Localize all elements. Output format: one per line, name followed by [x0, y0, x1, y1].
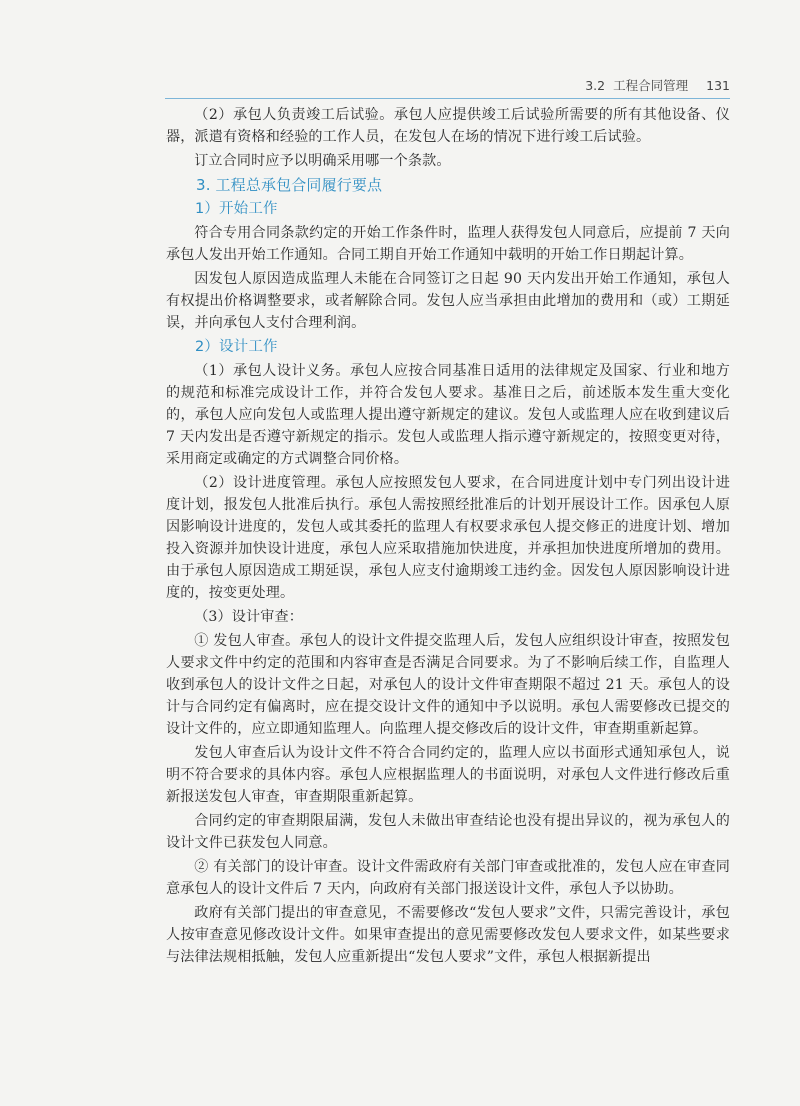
paragraph-clause-choice: 订立合同时应予以明确采用哪一个条款。 — [194, 153, 451, 169]
section-title: 工程合同管理 — [613, 78, 689, 93]
heading-start-work: 1）开始工作 — [195, 201, 278, 217]
heading-contract-performance: 3. 工程总承包合同履行要点 — [196, 176, 383, 194]
paragraph-review-deadline: 合同约定的审查期限届满，发包人未做出审查结论也没有提出异议的，视为承包人的设计文件已获发包人同意。 — [166, 813, 730, 851]
paragraph-government-review: ② 有关部门的设计审查。设计文件需政府有关部门审查或批准的，发包人应在审查同意承包人的设计文件后 7 天内，向政府有关部门报送设计文件，承包人予以协助。 — [166, 859, 730, 897]
paragraph-start-notice: 符合专用合同条款约定的开始工作条件时，监理人获得发包人同意后，应提前 7 天向承包人发出开始工作通知。合同工期自开始工作通知中载明的开始工作日期起计算。 — [166, 225, 730, 263]
paragraph-government-opinion: 政府有关部门提出的审查意见，不需要修改“发包人要求”文件，只需完善设计，承包人按审查意见修改设计文件。如果审查提出的意见需要修改发包人要求文件，如某些要求与法律法规相抵触，发包人应重新提出“发包人要求”文件，承包人根据新提出 — [166, 905, 730, 965]
paragraph-post-completion-test: （2）承包人负责竣工后试验。承包人应提供竣工后试验所需要的所有其他设备、仪器，派遣有资格和经验的工作人员，在发包人在场的情况下进行竣工后试验。 — [166, 107, 730, 145]
running-header — [165, 76, 730, 99]
paragraph-start-delay: 因发包人原因造成监理人未能在合同签订之日起 90 天内发出开始工作通知，承包人有权提出价格调整要求，或者解除合同。发包人应当承担由此增加的费用和（或）工期延误，并向承包人支付合理利润。 — [166, 271, 730, 331]
paragraph-owner-review: ① 发包人审查。承包人的设计文件提交监理人后，发包人应组织设计审查，按照发包人要求文件中约定的范围和内容审查是否满足合同要求。为了不影响后续工作，自监理人收到承包人的设计文件之日起，对承包人的设计文件审查期限不超过 21 天。承包人的设计与合同约定有偏离时，应在提交设计文件的通知中予以说明。承包人需要修改已提交的设计文件的，应立即通知监理人。向监理人提交修改后的设计文件，审查期重新起算。 — [166, 633, 730, 737]
paragraph-design-review-title: （3）设计审查： — [194, 609, 304, 625]
section-number: 3.2 — [585, 78, 606, 93]
page-number: 131 — [706, 78, 730, 93]
paragraph-design-schedule: （2）设计进度管理。承包人应按照发包人要求，在合同进度计划中专门列出设计进度计划，报发包人批准后执行。承包人需按照经批准后的计划开展设计工作。因承包人原因影响设计进度的，发包人或其委托的监理人有权要求承包人提交修正的进度计划、增加投入资源并加快设计进度，承包人应采取措施加快进度，并承担加快进度所增加的费用。由于承包人原因造成工期延误，承包人应支付逾期竣工违约金。因发包人原因影响设计进度的，按变更处理。 — [166, 475, 730, 601]
heading-design-work: 2）设计工作 — [195, 339, 278, 355]
paragraph-review-nonconformance: 发包人审查后认为设计文件不符合合同约定的，监理人应以书面形式通知承包人，说明不符合要求的具体内容。承包人应根据监理人的书面说明，对承包人文件进行修改后重新报送发包人审查，审查期限重新起算。 — [166, 745, 730, 805]
paragraph-design-obligation: （1）承包人设计义务。承包人应按合同基准日适用的法律规定及国家、行业和地方的规范和标准完成设计工作，并符合发包人要求。基准日之后，前述版本发生重大变化的，承包人应向发包人或监理人提出遵守新规定的建议。发包人或监理人应在收到建议后 7 天内发出是否遵守新规定的指示。发包人或监理人指示遵守新规定的，按照变更对待，采用商定或确定的方式调整合同价格。 — [166, 363, 730, 467]
page-body — [166, 104, 730, 970]
